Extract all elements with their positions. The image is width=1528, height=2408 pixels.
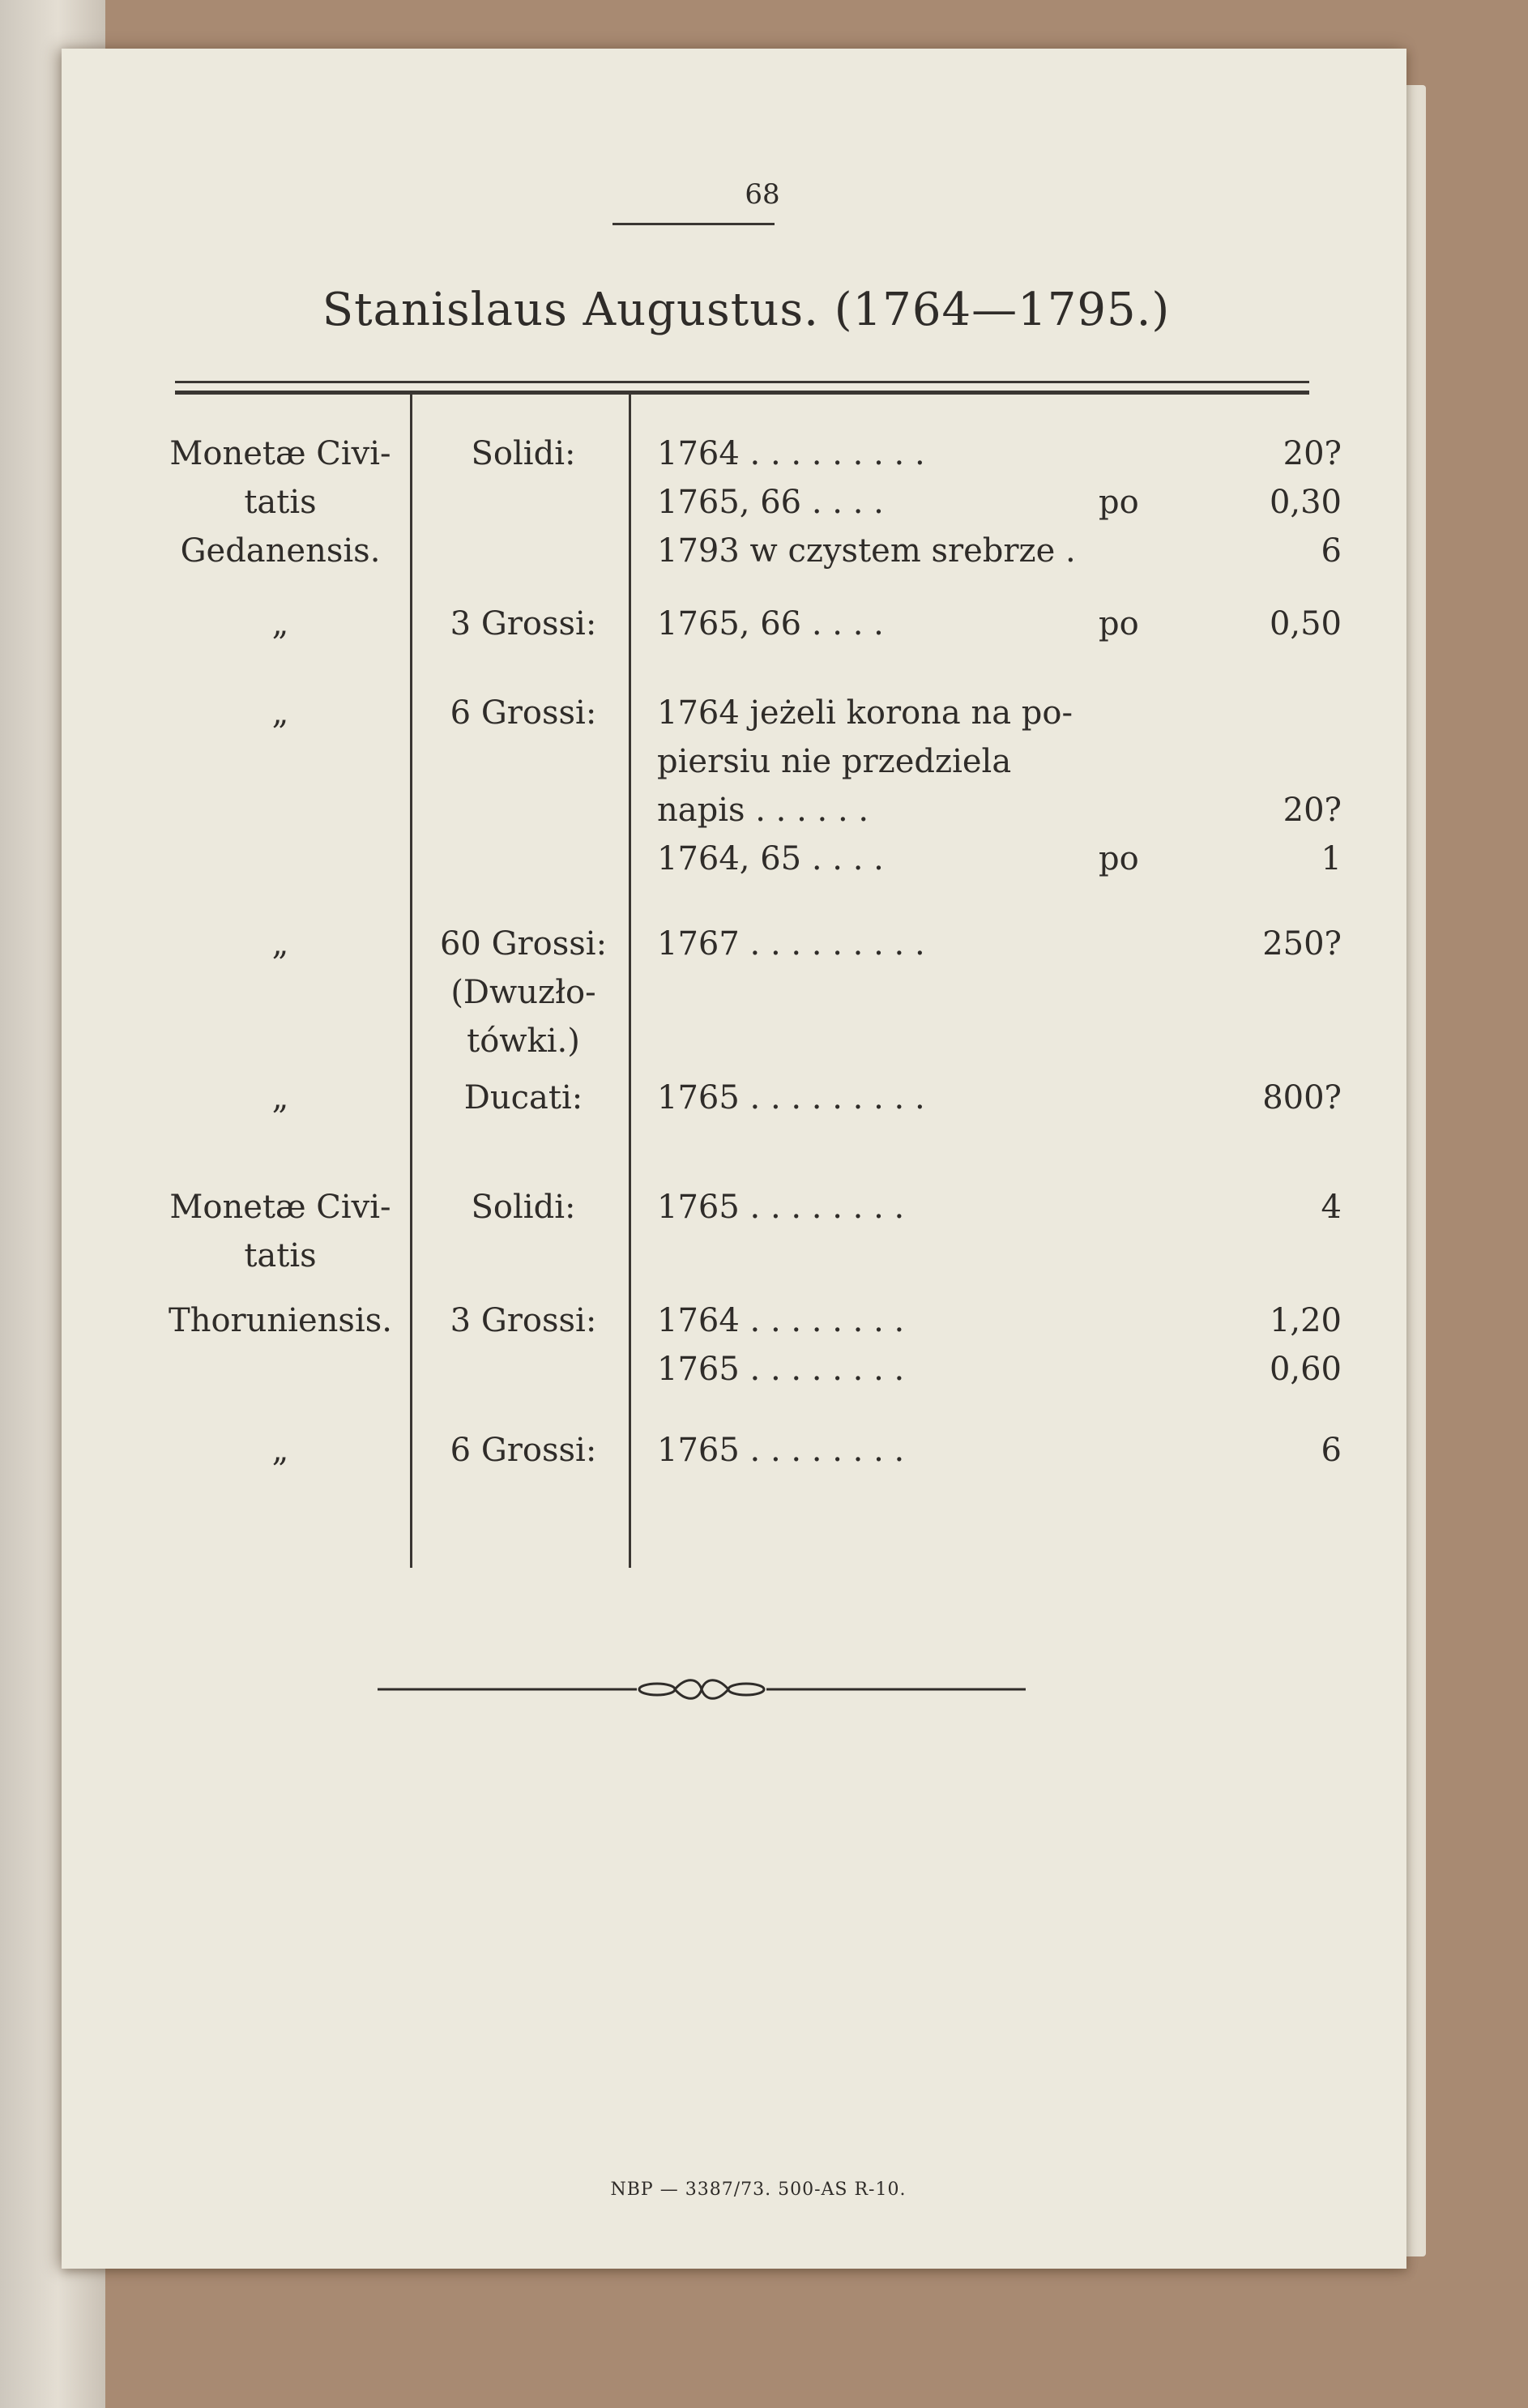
po-label: po (1099, 840, 1139, 877)
year-description-cell: 1764 . . . . . . . . (657, 1302, 905, 1339)
po-label: po (1099, 605, 1139, 643)
denomination-cell: Ducati: (463, 1079, 583, 1116)
price-value-cell: 0,30 (1269, 484, 1342, 521)
price-value-cell: 6 (1321, 1432, 1342, 1469)
price-value-cell: 1 (1321, 840, 1342, 877)
mint-name-cell: Thoruniensis. (169, 1302, 392, 1339)
page-number-rule (612, 223, 775, 225)
column-divider (410, 393, 412, 1568)
price-value-cell: 800? (1262, 1079, 1342, 1116)
table-top-rule (175, 381, 1309, 383)
denomination-cell: Solidi: (471, 1189, 576, 1226)
mint-name-cell: „ (271, 605, 289, 643)
mint-name-cell: „ (271, 1079, 289, 1116)
denomination-cell: 6 Grossi: (450, 694, 597, 732)
year-description-cell: 1767 . . . . . . . . . (657, 925, 925, 963)
mint-name-cell: tatis (244, 1237, 317, 1274)
denomination-cell: tówki.) (467, 1023, 580, 1060)
column-divider (629, 393, 631, 1568)
year-description-cell: 1765 . . . . . . . . (657, 1432, 905, 1469)
page-title: Stanislaus Augustus. (1764—1795.) (322, 284, 1171, 336)
po-label: po (1099, 484, 1139, 521)
year-description-cell: 1765, 66 . . . . (657, 605, 884, 643)
price-value-cell: 0,60 (1269, 1351, 1342, 1388)
mint-name-cell: Monetæ Civi- (169, 1189, 391, 1226)
year-description-cell: 1765 . . . . . . . . . (657, 1079, 925, 1116)
ornament-divider (378, 1673, 1026, 1706)
denomination-cell: 6 Grossi: (450, 1432, 597, 1469)
print-footer: NBP — 3387/73. 500-AS R-10. (610, 2180, 907, 2200)
book-page (62, 49, 1406, 2269)
page-number: 68 (745, 178, 780, 211)
mint-name-cell: „ (271, 694, 289, 732)
year-description-cell: piersiu nie przedziela (657, 743, 1012, 780)
mint-name-cell: Gedanensis. (180, 532, 381, 570)
price-value-cell: 250? (1262, 925, 1342, 963)
mint-name-cell: tatis (244, 484, 317, 521)
price-value-cell: 20? (1283, 435, 1342, 472)
denomination-cell: (Dwuzło- (450, 974, 596, 1011)
mint-name-cell: Monetæ Civi- (169, 435, 391, 472)
year-description-cell: 1764 jeżeli korona na po- (657, 694, 1073, 732)
year-description-cell: 1764, 65 . . . . (657, 840, 884, 877)
denomination-cell: 3 Grossi: (450, 605, 597, 643)
year-description-cell: 1765, 66 . . . . (657, 484, 884, 521)
year-description-cell: 1793 w czystem srebrze . (657, 532, 1076, 570)
mint-name-cell: „ (271, 1432, 289, 1469)
year-description-cell: 1764 . . . . . . . . . (657, 435, 925, 472)
price-value-cell: 1,20 (1269, 1302, 1342, 1339)
price-value-cell: 0,50 (1269, 605, 1342, 643)
price-value-cell: 6 (1321, 532, 1342, 570)
denomination-cell: 3 Grossi: (450, 1302, 597, 1339)
denomination-cell: 60 Grossi: (439, 925, 608, 963)
price-value-cell: 4 (1321, 1189, 1342, 1226)
year-description-cell: napis . . . . . . (657, 792, 869, 829)
year-description-cell: 1765 . . . . . . . . (657, 1351, 905, 1388)
denomination-cell: Solidi: (471, 435, 576, 472)
mint-name-cell: „ (271, 925, 289, 963)
price-value-cell: 20? (1283, 792, 1342, 829)
year-description-cell: 1765 . . . . . . . . (657, 1189, 905, 1226)
table-top-rule-thick (175, 391, 1309, 395)
